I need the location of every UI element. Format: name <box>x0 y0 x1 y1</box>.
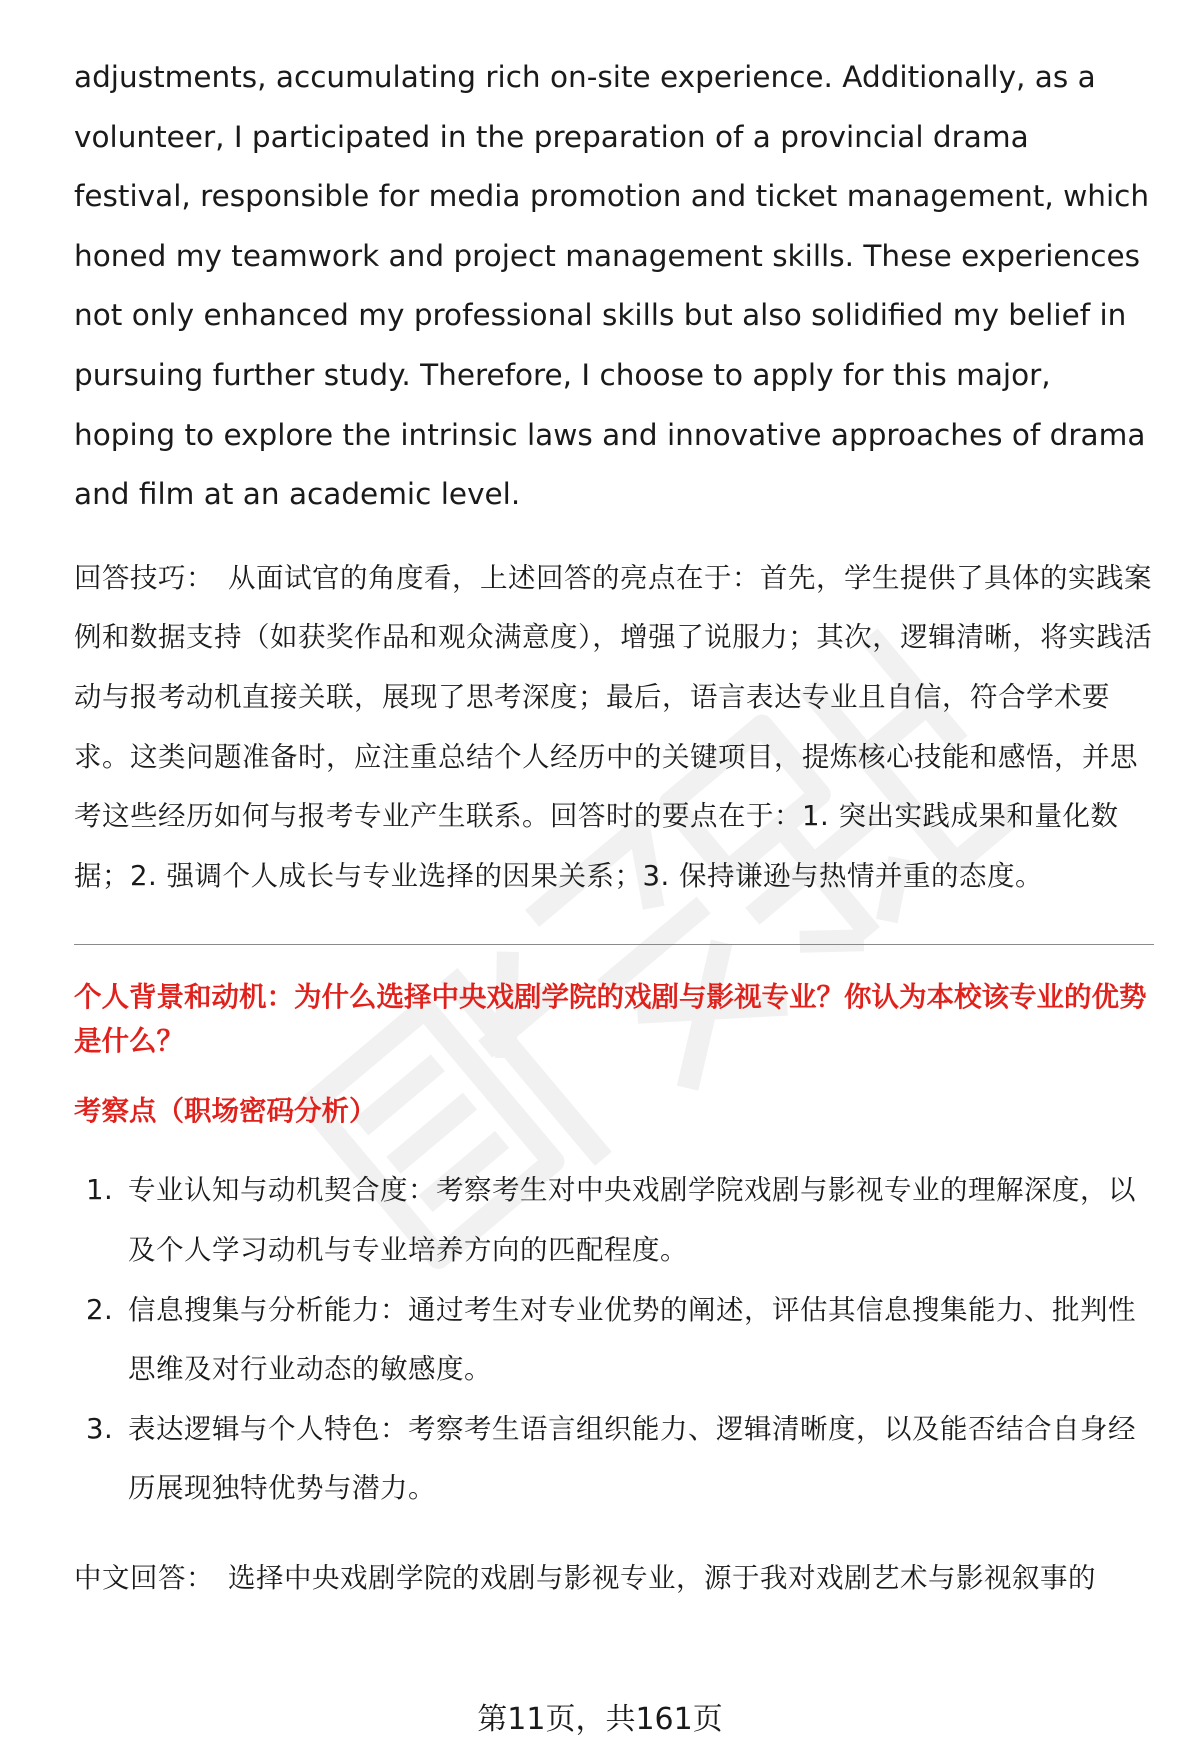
english-answer-paragraph: adjustments, accumulating rich on-site experience. Additionally, as a volunteer, I participated in the preparation of a provincial drama festival, responsible for media promotion and ticket management, which honed my teamwork and project management skills. These experiences not only enhanced my professional skills but also solidified my belief in pursuing further study. Therefore, I choose to apply for this major, hoping to explore the intrinsic laws and innovative approaches of drama and film at an academic level. <box>74 60 1150 512</box>
list-item-text: 表达逻辑与个人特色：考察考生语言组织能力、逻辑清晰度，以及能否结合自身经历展现独特优势与潜力。 <box>128 1412 1136 1505</box>
assessment-points-list <box>74 1161 1154 1519</box>
list-item-text: 信息搜集与分析能力：通过考生对专业优势的阐述，评估其信息搜集能力、批判性思维及对行业动态的敏感度。 <box>128 1293 1136 1386</box>
chinese-answer-paragraph <box>74 1549 1154 1609</box>
list-item <box>74 1281 1154 1400</box>
page-number: 第11页，共161页 <box>477 1702 723 1737</box>
list-item-number: 1. <box>86 1174 114 1207</box>
list-item-number: 3. <box>86 1412 114 1445</box>
answer-tips-text: 从面试官的角度看，上述回答的亮点在于：首先，学生提供了具体的实践案例和数据支持（如获奖作品和观众满意度），增强了说服力；其次，逻辑清晰，将实践活动与报考动机直接关联，展现了思考深度；最后，语言表达专业且自信，符合学术要求。这类问题准备时，应注重总结个人经历中的关键项目，提炼核心技能和感悟，并思考这些经历如何与报考专业产生联系。回答时的要点在于：1. 突出实践成果和量化数据；2. 强调个人成长与专业选择的因果关系；3. 保持谦逊与热情并重的态度。 <box>74 561 1153 892</box>
chinese-answer-label: 中文回答： <box>74 1561 214 1594</box>
chinese-answer-text: 选择中央戏剧学院的戏剧与影视专业，源于我对戏剧艺术与影视叙事的 <box>228 1561 1096 1594</box>
list-item-text: 专业认知与动机契合度：考察考生对中央戏剧学院戏剧与影视专业的理解深度，以及个人学习动机与专业培养方向的匹配程度。 <box>128 1174 1136 1266</box>
answer-tips-label: 回答技巧： <box>74 561 214 594</box>
list-item <box>74 1400 1154 1519</box>
list-item-number: 2. <box>86 1293 114 1326</box>
list-item <box>74 1161 1154 1280</box>
document-page <box>74 48 1154 1608</box>
answer-tips-paragraph <box>74 549 1154 907</box>
question-title: 个人背景和动机：为什么选择中央戏剧学院的戏剧与影视专业？你认为本校该专业的优势是什么？ <box>74 981 1147 1058</box>
section-divider <box>74 944 1154 945</box>
assessment-points-heading: 考察点（职场密码分析） <box>74 1095 377 1128</box>
